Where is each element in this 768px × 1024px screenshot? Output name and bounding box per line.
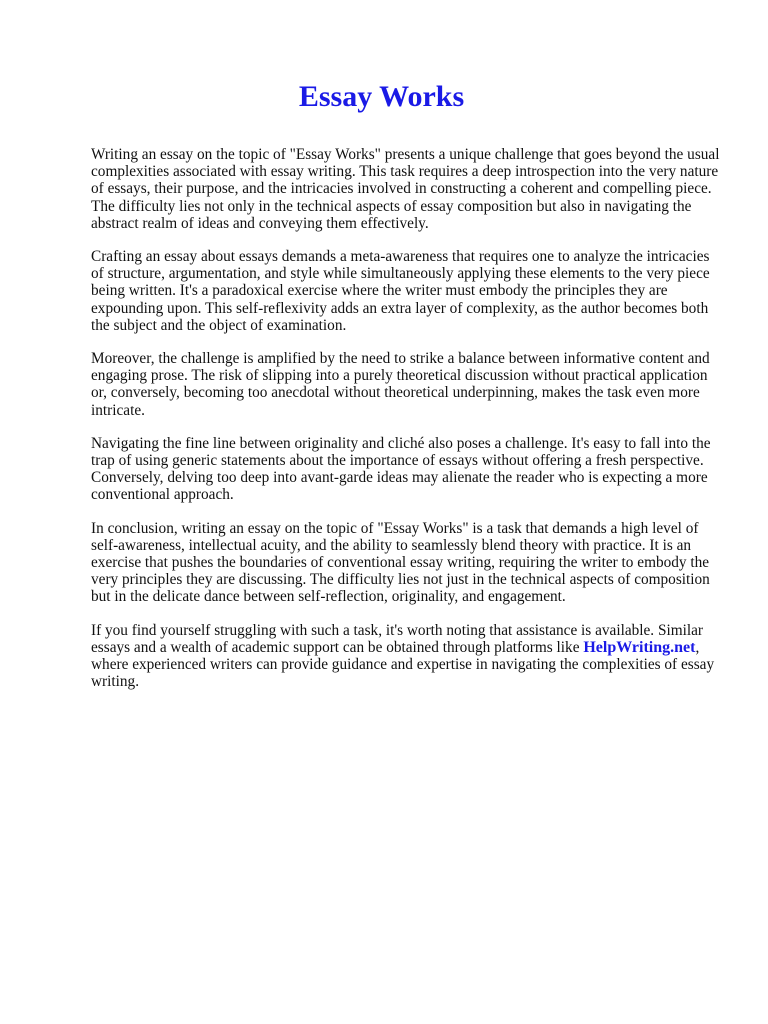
- paragraph-3: Moreover, the challenge is amplified by the need to strike a balance between informative content and engaging prose. The risk of slipping into a purely theoretical discussion without practical application or, conversely, becoming too anecdotal without theoretical underpinning, makes the task even more intricate.: [91, 350, 710, 419]
- paragraph-1: Writing an essay on the topic of "Essay Works" presents a unique challenge that goes beyond the usual complexities associated with essay writing. This task requires a deep introspection into the very nature of essays, their purpose, and the intricacies involved in constructing a coherent and compelling piece. The difficulty lies not only in the technical aspects of essay composition but also in navigating the abstract realm of ideas and conveying them effectively.: [91, 146, 720, 232]
- page-title: Essay Works: [298, 80, 465, 113]
- helpwriting-link[interactable]: HelpWriting.net: [583, 638, 696, 656]
- paragraph-2: Crafting an essay about essays demands a meta-awareness that requires one to analyze the intricacies of structure, argumentation, and style while simultaneously applying these elements to the very piece being written. It's a paradoxical exercise where the writer must embody the principles they are expounding upon. This self-reflexivity adds an extra layer of complexity, as the author becomes both the subject and the object of examination.: [91, 248, 710, 334]
- closing-paragraph: [91, 622, 722, 691]
- closing-text-after-link: , where experienced writers can provide guidance and expertise in navigating the complexities of essay writing.: [91, 638, 715, 691]
- closing-text-before-link: If you find yourself struggling with such a task, it's worth noting that assistance is available. Similar essays and a wealth of academic support can be obtained through platforms like: [91, 621, 703, 656]
- paragraph-5: In conclusion, writing an essay on the topic of "Essay Works" is a task that demands a high level of self-awareness, intellectual acuity, and the ability to seamlessly blend theory with practice. It is an exercise that pushes the boundaries of conventional essay writing, requiring the writer to embody the very principles they are discussing. The difficulty lies not just in the technical aspects of composition but in the delicate dance between self-reflection, originality, and engagement.: [91, 519, 710, 606]
- paragraph-4: Navigating the fine line between originality and cliché also poses a challenge. It's easy to fall into the trap of using generic statements about the importance of essays without offering a fresh perspective. Conversely, delving too deep into avant-garde ideas may alienate the reader who is expecting a more conventional approach.: [91, 434, 711, 504]
